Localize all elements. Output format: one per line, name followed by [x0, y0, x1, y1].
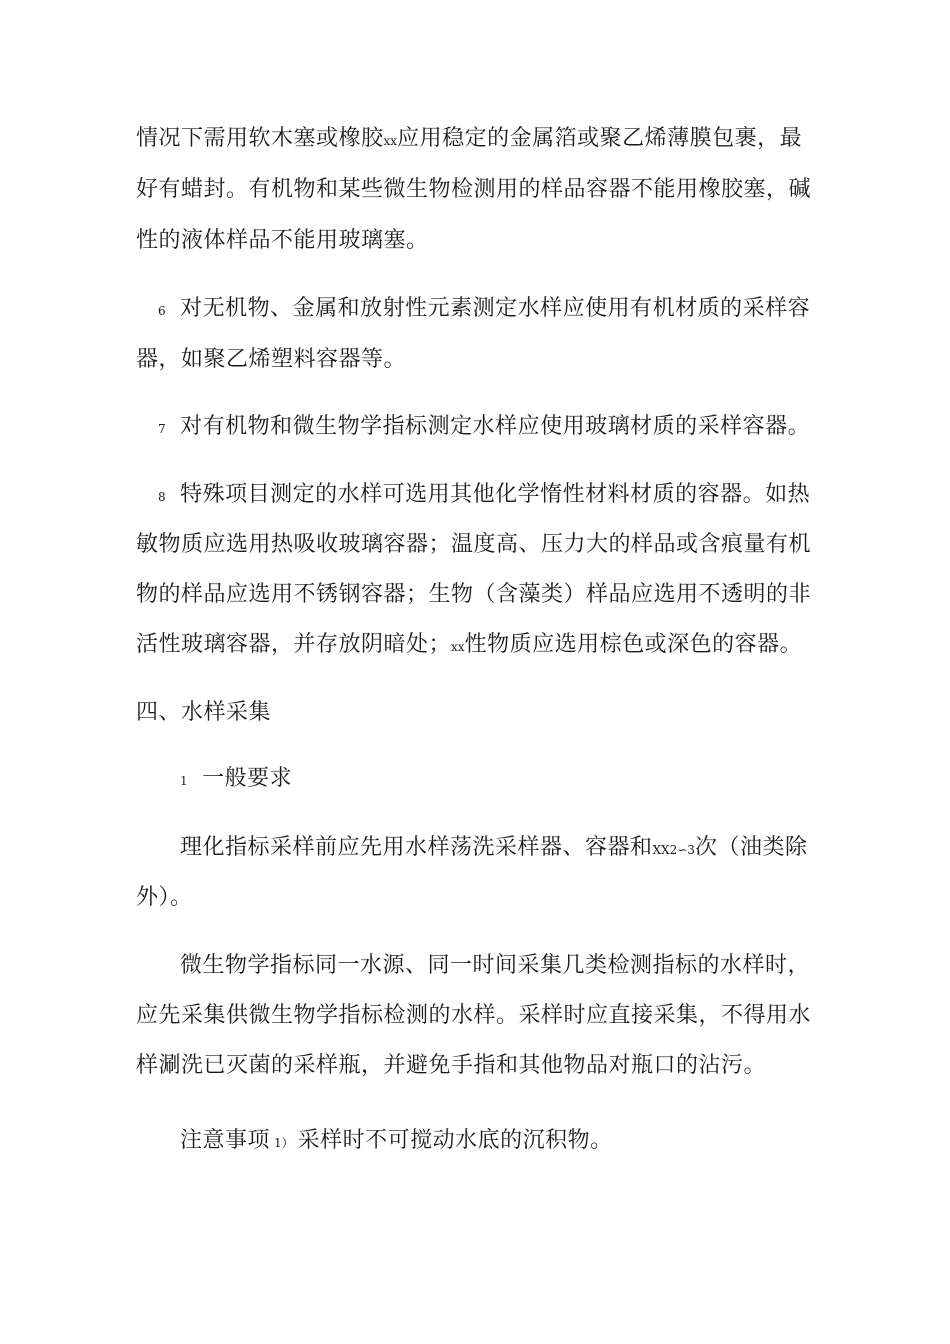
paragraph-line	[136, 530, 811, 560]
paragraph-line	[136, 883, 193, 913]
text-run: 理化指标采样前应先用水样荡洗采样器、容器和	[180, 835, 653, 860]
placeholder-mark: XX2∽3	[652, 843, 695, 857]
list-item-6	[158, 294, 810, 326]
text-run: 采样时不可搅动水底的沉积物。	[297, 1128, 613, 1153]
paragraph-line	[136, 226, 429, 256]
paragraph-line	[180, 833, 807, 865]
subsection-title: 一般要求	[202, 766, 293, 791]
text-run: 活性玻璃容器，并存放阴暗处；	[136, 632, 452, 657]
text-run: 特殊项目测定的水样可选用其他化学惰性材料材质的容器。如热	[180, 482, 811, 507]
text-run: 好有蜡封。有机物和某些微生物检测用的样品容器不能用橡胶塞，碱	[136, 177, 812, 202]
paragraph-line	[136, 580, 811, 610]
paragraph-line	[136, 1051, 766, 1081]
text-run: 注意事项	[180, 1128, 271, 1153]
subsection-heading	[180, 764, 292, 796]
item-number: 1	[180, 774, 189, 788]
text-run: 性的液体样品不能用玻璃塞。	[136, 228, 429, 253]
paragraph-line	[136, 630, 802, 662]
paragraph-line	[136, 175, 811, 205]
item-number: 6	[158, 304, 167, 318]
note-number: 1）	[274, 1136, 294, 1150]
section-heading	[136, 698, 271, 728]
text-run: 敏物质应选用热吸收玻璃容器；温度高、压力大的样品或含痕量有机	[136, 532, 812, 557]
item-number: 7	[158, 422, 167, 436]
text-run: 次（油类除	[694, 835, 808, 860]
text-run: 情况下需用软木塞或橡胶	[136, 126, 384, 151]
item-number: 8	[158, 490, 167, 504]
placeholder-mark: xx	[383, 134, 398, 148]
text-run: 物的样品应选用不锈钢容器；生物（含藻类）样品应选用不透明的非	[136, 582, 812, 607]
placeholder-mark: xx	[451, 640, 465, 654]
paragraph-line	[136, 1001, 811, 1031]
heading-text: 四、水样采集	[136, 700, 272, 725]
text-run: 对无机物、金属和放射性元素测定水样应使用有机材质的采样容	[180, 296, 811, 321]
text-run: 应先采集供微生物学指标检测的水样。采样时应直接采集，不得用水	[136, 1003, 812, 1028]
paragraph-line	[136, 345, 406, 375]
paragraph-line	[180, 951, 810, 981]
list-item-8	[158, 480, 810, 512]
list-item-7	[158, 412, 810, 444]
text-run: 样涮洗已灭菌的采样瓶，并避免手指和其他物品对瓶口的沾污。	[136, 1053, 767, 1078]
paragraph-line	[136, 124, 802, 156]
notes-line	[180, 1126, 613, 1158]
text-run: 应用稳定的金属箔或聚乙烯薄膜包裹，最	[397, 126, 803, 151]
text-run: 性物质应选用棕色或深色的容器。	[464, 632, 803, 657]
text-run: 微生物学指标同一水源、同一时间采集几类检测指标的水样时，	[180, 953, 811, 978]
text-run: 外）。	[136, 885, 193, 910]
text-run: 对有机物和微生物学指标测定水样应使用玻璃材质的采样容器。	[180, 414, 811, 439]
text-run: 器，如聚乙烯塑料容器等。	[136, 347, 407, 372]
